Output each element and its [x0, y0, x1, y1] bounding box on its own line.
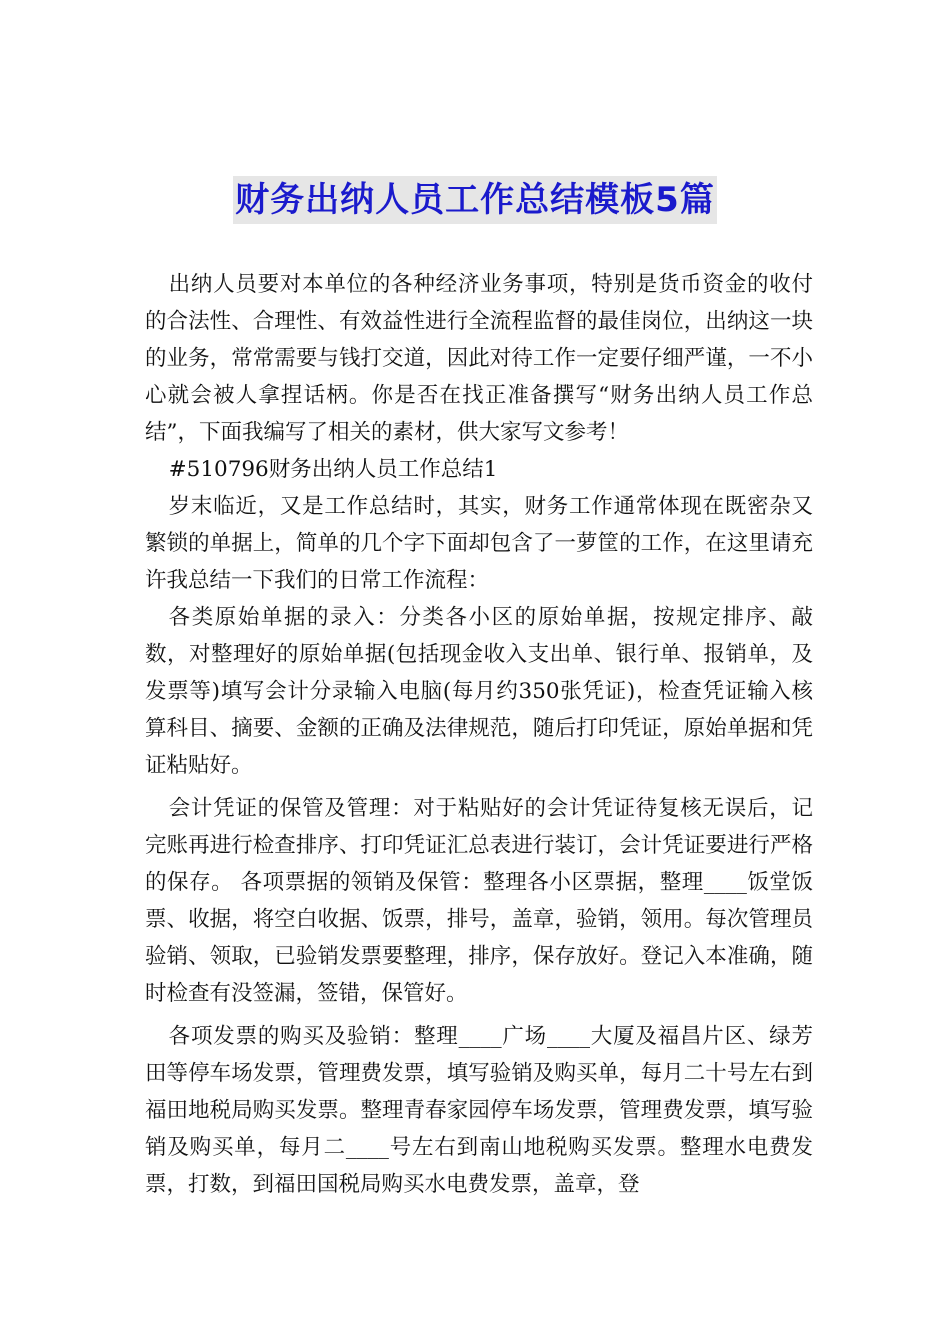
intro-paragraph: 出纳人员要对本单位的各种经济业务事项，特别是货币资金的收付的合法性、合理性、有效益性进行全流程监督的最佳岗位，出纳这一块的业务，常常需要与钱打交道，因此对待工作一定要仔细严谨，一不小心就会被人拿捏话柄。你是否在找正准备撰写“财务出纳人员工作总结”，下面我编写了相关的素材，供大家写文参考！	[145, 272, 813, 445]
paragraph-original-documents: 各类原始单据的录入：分类各小区的原始单据，按规定排序、敲数，对整理好的原始单据(包括现金收入支出单、银行单、报销单，及发票等)填写会计分录输入电脑(每月约350张凭证)，检查凭证输入核算科目、摘要、金额的正确及法律规范，随后打印凭证，原始单据和凭证粘贴好。	[145, 605, 813, 778]
paragraph-voucher-keeping: 会计凭证的保管及管理：对于粘贴好的会计凭证待复核无误后，记完账再进行检查排序、打印凭证汇总表进行装订，会计凭证要进行严格的保存。 各项票据的领销及保管：整理各小区票据，整理____饭堂饭票、收据，将空白收据、饭票，排号，盖章，验销，领用。每次管理员验销、领取，已验销发票要整理，排序，保存放好。登记入本准确，随时检查有没签漏，签错，保管好。	[145, 796, 813, 1006]
title-container	[0, 176, 950, 224]
section-heading: #510796财务出纳人员工作总结1	[168, 457, 498, 482]
paragraph-invoice-purchase: 各项发票的购买及验销：整理____广场____大厦及福昌片区、绿芳田等停车场发票，管理费发票，填写验销及购买单，每月二十号左右到福田地税局购买发票。整理青春家园停车场发票，管理费发票，填写验销及购买单，每月二____号左右到南山地税购买发票。整理水电费发票，打数，到福田国税局购买水电费发票，盖章，登	[145, 1024, 813, 1197]
paragraph-year-end: 岁末临近，又是工作总结时，其实，财务工作通常体现在既密杂又繁锁的单据上，简单的几个字下面却包含了一萝筐的工作，在这里请充许我总结一下我们的日常工作流程：	[145, 494, 813, 593]
document-title: 财务出纳人员工作总结模板5篇	[233, 176, 717, 224]
document-body	[145, 266, 813, 1203]
